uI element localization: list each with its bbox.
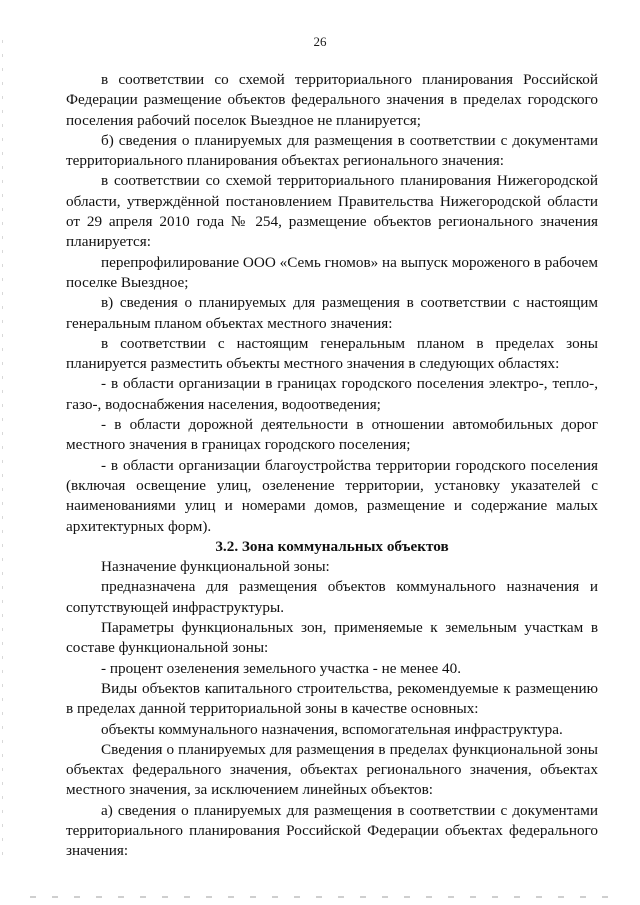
paragraph: в соответствии с настоящим генеральным планом в пределах зоны планируется разместить объекты местного значения в следующих областях: <box>66 334 598 373</box>
paragraph: предназначена для размещения объектов коммунального назначения и сопутствующей инфраструктуры. <box>66 578 598 616</box>
section-heading: 3.2. Зона коммунальных объектов <box>215 537 449 555</box>
list-item: - в области организации в границах городского поселения электро-, тепло-, газо-, водоснабжения населения, водоотведения; <box>66 375 598 413</box>
scan-bottom-artifact <box>30 896 610 898</box>
paragraph: Сведения о планируемых для размещения в пределах функциональной зоны объектах федерального значения, объектах регионального значения, объектах местного значения, за исключением линейных объектов: <box>66 740 598 799</box>
paragraph: б) сведения о планируемых для размещения в соответствии с документами территориального планирования объектах регионального значения: <box>66 131 598 170</box>
paragraph: в соответствии со схемой территориального планирования Нижегородской области, утверждённой постановлением Правительства Нижегородской области от 29 апреля 2010 года № 254, размещение объектов регионального значения планируется: <box>66 172 598 251</box>
paragraph: Виды объектов капитального строительства, рекомендуемые к размещению в пределах данной территориальной зоны в качестве основных: <box>66 679 598 718</box>
paragraph: Назначение функциональной зоны: <box>101 558 330 576</box>
paragraph: в соответствии со схемой территориального планирования Российской Федерации размещение объектов федерального значения в пределах городского поселения рабочий поселок Выездное не планируется; <box>66 71 598 129</box>
list-item: - в области дорожной деятельности в отношении автомобильных дорог местного значения в границах городского поселения; <box>66 416 598 454</box>
scan-edge-artifact <box>2 40 3 860</box>
paragraph: а) сведения о планируемых для размещения в соответствии с документами территориального планирования Российской Федерации объектах федерального значения: <box>66 801 598 860</box>
list-item: - процент озеленения земельного участка - не менее 40. <box>101 659 462 677</box>
body-text <box>66 70 598 862</box>
paragraph: объекты коммунального назначения, вспомогательная инфраструктура. <box>101 720 563 738</box>
page-number: 26 <box>313 34 327 49</box>
paragraph: Параметры функциональных зон, применяемые к земельным участкам в составе функциональной зоны: <box>66 619 598 657</box>
paragraph: в) сведения о планируемых для размещения в соответствии с настоящим генеральным планом объектах местного значения: <box>66 294 598 332</box>
paragraph: перепрофилирование ООО «Семь гномов» на выпуск мороженого в рабочем поселке Выездное; <box>66 253 598 291</box>
list-item: - в области организации благоустройства территории городского поселения (включая освещение улиц, озеленение территории, установку указателей с наименованиями улиц и номерами домов, размещение и содержание малых архитектурных форм). <box>66 456 598 535</box>
